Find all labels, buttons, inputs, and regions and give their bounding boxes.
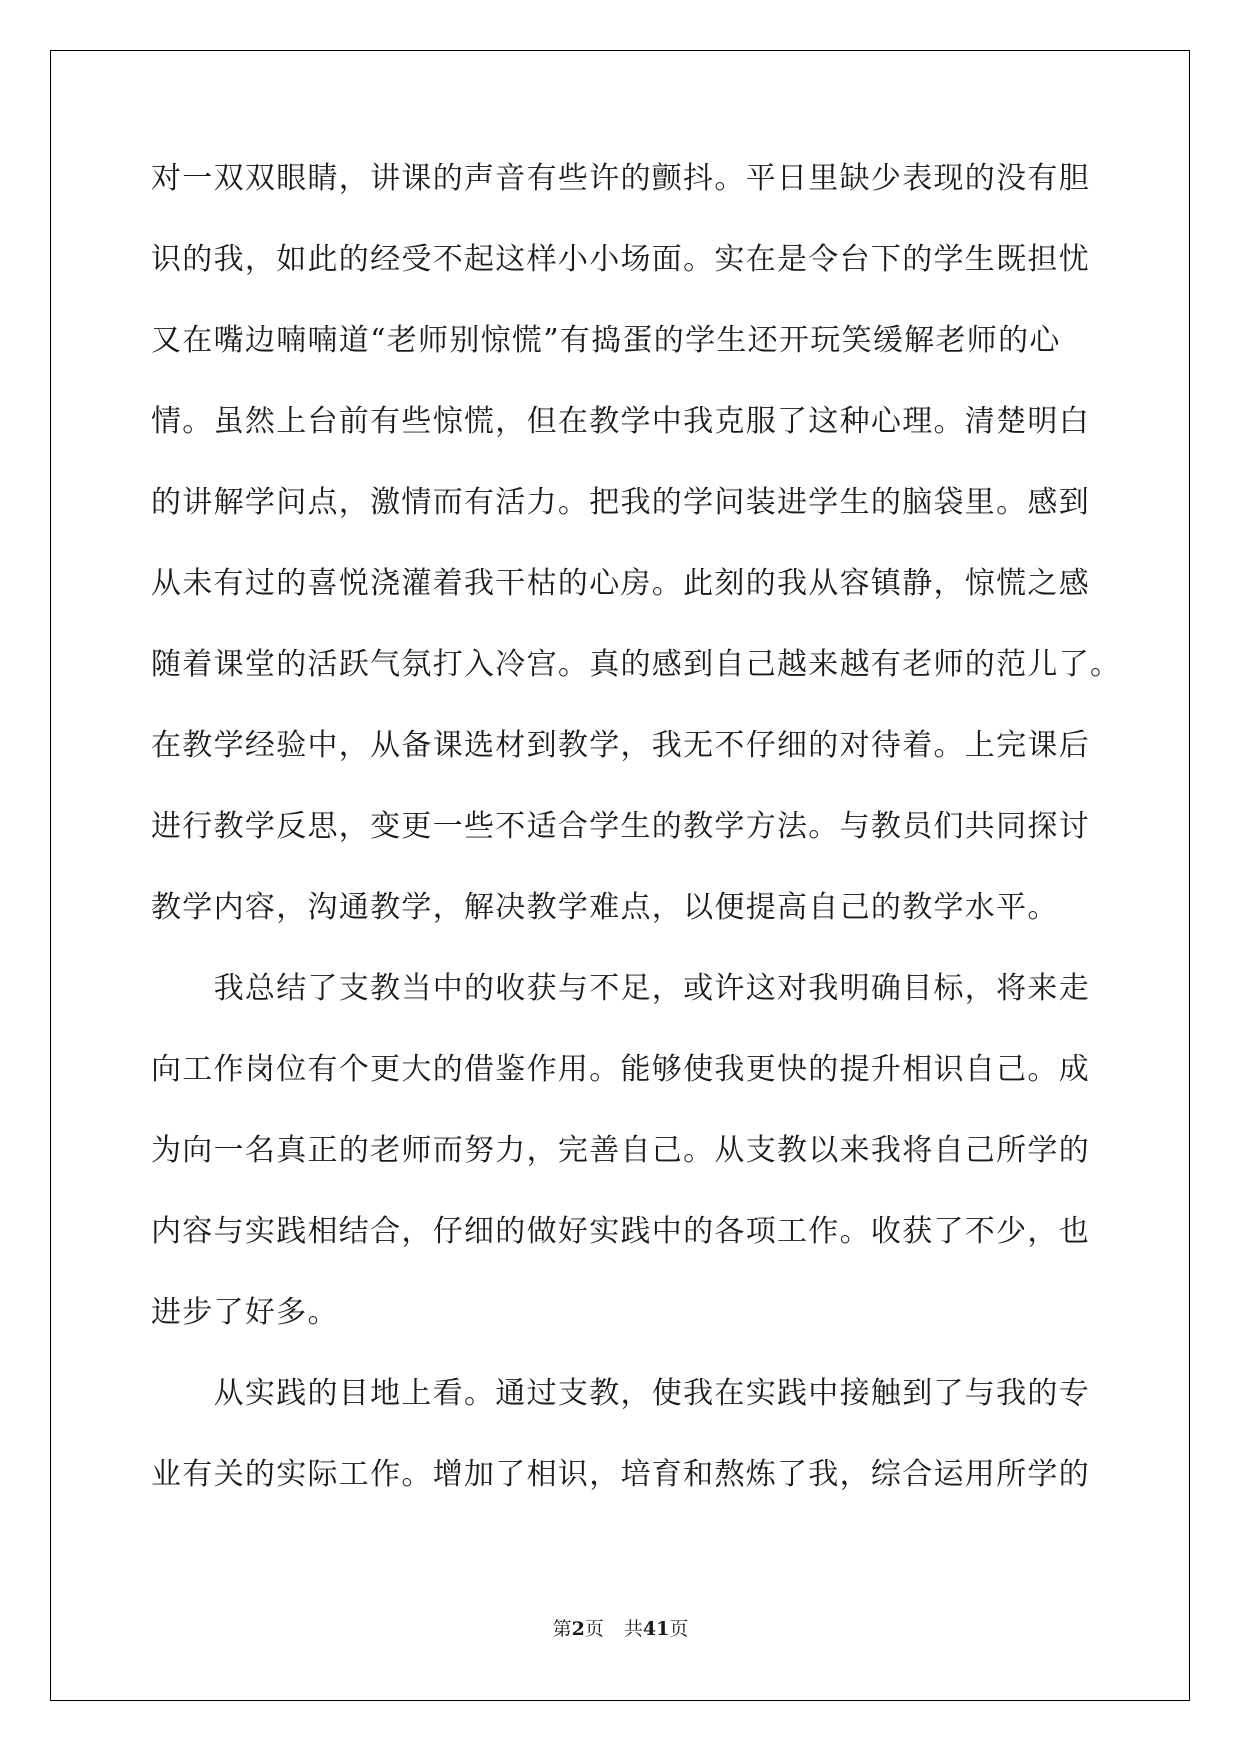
page-footer — [0, 1617, 1241, 1641]
text-line: 教学内容，沟通教学，解决教学难点，以便提高自己的教学水平。 — [151, 890, 1059, 925]
text-line: 又在嘴边喃喃道“老师别惊慌”有捣蛋的学生还开玩笑缓解老师的心 — [151, 323, 1061, 358]
text-line: 进步了好多。 — [151, 1295, 339, 1330]
text-line: 情。虽然上台前有些惊慌，但在教学中我克服了这种心理。清楚明白 — [151, 404, 1090, 439]
text-line: 进行教学反思，变更一些不适合学生的教学方法。与教员们共同探讨 — [151, 809, 1090, 844]
text-line: 从未有过的喜悦浇灌着我干枯的心房。此刻的我从容镇静，惊慌之感 — [151, 566, 1090, 601]
page-number: 2 — [571, 1618, 585, 1640]
text-line: 随着课堂的活跃气氛打入冷宫。真的感到自己越来越有老师的范儿了。 — [151, 647, 1122, 682]
paragraph-start-line: 从实践的目地上看。通过支教，使我在实践中接触到了与我的专 — [151, 1376, 1090, 1411]
total-prefix: 共 — [623, 1618, 643, 1640]
total-pages: 41 — [642, 1618, 670, 1640]
text-line: 业有关的实际工作。增加了相识，培育和熬炼了我，综合运用所学的 — [151, 1457, 1090, 1492]
text-line: 向工作岗位有个更大的借鉴作用。能够使我更快的提升相识自己。成 — [151, 1052, 1090, 1087]
page-suffix: 页 — [584, 1618, 604, 1640]
paragraph-start-line: 我总结了支教当中的收获与不足，或许这对我明确目标，将来走 — [151, 971, 1090, 1006]
text-line: 识的我，如此的经受不起这样小小场面。实在是令台下的学生既担忧 — [151, 242, 1090, 277]
text-line: 内容与实践相结合，仔细的做好实践中的各项工作。收获了不少，也 — [151, 1214, 1090, 1249]
text-line: 对一双双眼睛，讲课的声音有些许的颤抖。平日里缺少表现的没有胆 — [151, 161, 1090, 196]
total-suffix: 页 — [669, 1618, 689, 1640]
text-line: 为向一名真正的老师而努力，完善自己。从支教以来我将自己所学的 — [151, 1133, 1090, 1168]
text-line: 在教学经验中，从备课选材到教学，我无不仔细的对待着。上完课后 — [151, 728, 1090, 763]
document-body — [151, 161, 1122, 1538]
text-line: 的讲解学问点，激情而有活力。把我的学问装进学生的脑袋里。感到 — [151, 485, 1090, 520]
page-prefix: 第 — [552, 1618, 572, 1640]
